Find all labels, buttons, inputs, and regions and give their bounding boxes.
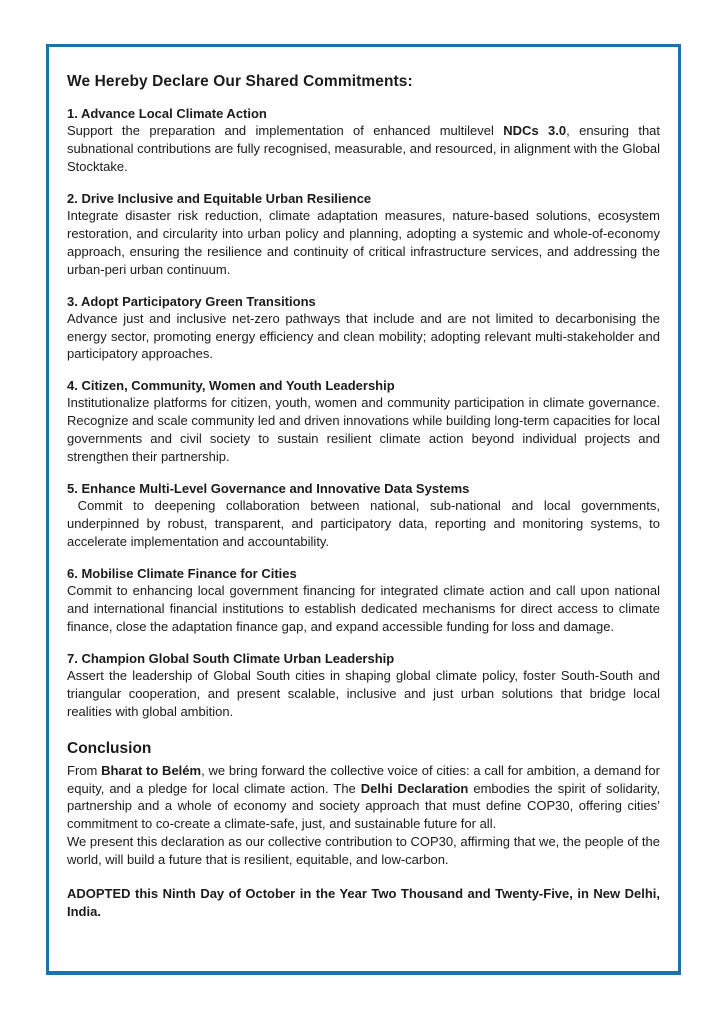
commitments-list	[67, 106, 660, 721]
section-body	[67, 394, 660, 466]
text-run: Institutionalize platforms for citizen, youth, women and community participation in climate governance. Recognize and scale community led and driven innovations while building long-term capacities for local governments and civil society to sustain resilient climate action beyond individual projects and strengthen their partnership.	[67, 395, 660, 465]
adoption-statement: ADOPTED this Ninth Day of October in the Year Two Thousand and Twenty-Five, in New Delhi, India.	[67, 886, 660, 920]
section-body	[67, 582, 660, 636]
paragraph	[67, 310, 660, 364]
text-run: embodies the spirit of solidarity, partnership and a whole of economy and society approach that must define COP30, offering cities’ commitment to co-create a climate-safe, just, and sustainable future for all.	[67, 780, 660, 832]
section-heading: 6. Mobilise Climate Finance for Cities	[67, 565, 297, 581]
text-run: Commit to enhancing local government financing for integrated climate action and call upon national and international financial institutions to establish dedicated mechanisms for direct access to climate finance, close the adaptation finance gap, and expand accessible funding for loss and damage.	[67, 582, 660, 634]
conclusion-body	[67, 762, 660, 870]
paragraph	[67, 394, 660, 466]
bold-term: NDCs 3.0	[503, 123, 567, 138]
paragraph	[67, 762, 660, 834]
conclusion-section	[67, 740, 660, 870]
section-heading: 5. Enhance Multi-Level Governance and Innovative Data Systems	[67, 481, 470, 497]
commitment-section	[67, 481, 660, 551]
paragraph	[67, 122, 660, 176]
section-body	[67, 310, 660, 364]
section-body	[67, 207, 660, 279]
section-body	[67, 667, 660, 721]
commitment-section	[67, 651, 660, 721]
section-body	[67, 122, 660, 176]
commitment-section	[67, 191, 660, 279]
section-body	[67, 497, 660, 551]
section-heading: 2. Drive Inclusive and Equitable Urban Resilience	[67, 190, 372, 206]
declaration-card	[46, 44, 681, 975]
paragraph	[67, 497, 660, 551]
paragraph	[67, 582, 660, 636]
bold-term: Delhi Declaration	[360, 780, 469, 796]
commitment-section	[67, 566, 660, 636]
text-run: Commit to deepening collaboration between national, sub-national and local governments, underpinned by robust, transparent, and participatory data, reporting and monitoring systems, to accelerate implementation and accountability.	[67, 498, 660, 549]
section-heading: 7. Champion Global South Climate Urban Leadership	[67, 650, 395, 666]
commitment-section	[67, 106, 660, 176]
text-run: , ensuring that subnational contributions are fully recognised, measurable, and resourced, in alignment with the Global Stocktake.	[67, 123, 661, 174]
text-run: We present this declaration as our collective contribution to COP30, affirming that we, the people of the world, will build a future that is resilient, equitable, and low-carbon.	[67, 834, 660, 868]
bold-term: Bharat to Belém	[101, 762, 202, 778]
section-heading: 4. Citizen, Community, Women and Youth Leadership	[67, 378, 395, 394]
text-run: Advance just and inclusive net-zero pathways that include and are not limited to decarbonising the energy sector, promoting energy efficiency and clean mobility; adopting relevant multi-stakeholder and participatory approaches.	[67, 310, 660, 362]
section-heading: 3. Adopt Participatory Green Transitions	[67, 293, 316, 309]
text-run: Support the preparation and implementation of enhanced multilevel	[67, 123, 504, 138]
paragraph	[67, 833, 660, 869]
text-run: From	[67, 762, 102, 778]
commitment-section	[67, 378, 660, 466]
section-heading: 1. Advance Local Climate Action	[67, 106, 267, 121]
commitment-section	[67, 294, 660, 364]
document-title: We Hereby Declare Our Shared Commitments:	[67, 73, 413, 90]
paragraph	[67, 667, 660, 721]
conclusion-heading: Conclusion	[67, 739, 152, 757]
text-run: Assert the leadership of Global South cities in shaping global climate policy, foster South-South and triangular cooperation, and present scalable, inclusive and just urban solutions that bridge local realities with global ambition.	[67, 667, 660, 719]
text-run: , we bring forward the collective voice of cities: a call for ambition, a demand for equity, and a pledge for local climate action. The	[67, 762, 660, 796]
text-run: Integrate disaster risk reduction, climate adaptation measures, nature-based solutions, ecosystem restoration, and circularity into urban policy and planning, adopting a systemic and whole-of-economy approach, ensuring the resilience and continuity of critical infrastructure services, and addressing the urban-peri urban continuum.	[67, 207, 660, 277]
paragraph	[67, 207, 660, 279]
